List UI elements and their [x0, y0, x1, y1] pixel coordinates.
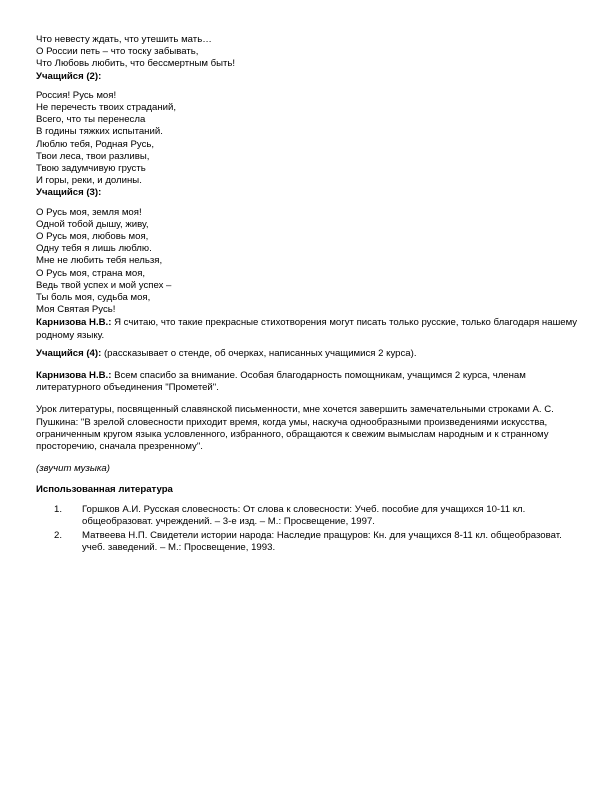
verse-line: Твою задумчивую грусть: [36, 163, 146, 175]
verse-line: Люблю тебя, Родная Русь,: [36, 138, 155, 150]
references-list: [36, 504, 584, 555]
remark-text: (рассказывает о стенде, об очерках, написанных учащимися 2 курса).: [101, 347, 417, 359]
verse-line: И горы, реки, и долины.: [36, 175, 142, 187]
verse-line: В годины тяжких испытаний.: [36, 126, 163, 138]
verse-line: Всего, что ты перенесла: [36, 114, 146, 126]
speaker-name: Учащийся (4):: [36, 347, 102, 359]
verse-line: Одной тобой дышу, живу,: [36, 218, 149, 230]
verse-line: Ты боль моя, судьба моя,: [36, 292, 151, 304]
speaker-name: Карнизова Н.В.:: [36, 317, 112, 329]
music-note: (звучит музыка): [36, 463, 110, 475]
karnizova-remark-1: [36, 317, 584, 341]
verse-line: Мне не любить тебя нельзя,: [36, 255, 163, 267]
verse-line: О Русь моя, страна моя,: [36, 267, 146, 279]
reference-item: [36, 504, 584, 528]
reference-item: [36, 530, 584, 554]
verse-line: О Русь моя, любовь моя,: [36, 231, 149, 243]
verse-line: Ведь твой успех и мой успех –: [36, 279, 172, 291]
remark-text: Я считаю, что такие прекрасные стихотворения могут писать только русские, только благодаря нашему родному языку.: [36, 317, 578, 341]
karnizova-remark-2: [36, 370, 584, 394]
verse-line: Что невесту ждать, что утешить мать…: [36, 34, 212, 45]
student-3-verse: [36, 207, 584, 317]
reference-number: 1.: [54, 503, 63, 515]
document-page: [36, 34, 584, 557]
verse-line: Одну тебя я лишь люблю.: [36, 243, 152, 255]
remark-text: Всем спасибо за внимание. Особая благодарность помощникам, учащимся 2 курса, членам литературного объединения "Прометей".: [36, 370, 526, 394]
reference-text: Матвеева Н.П. Свидетели истории народа: Наследие пращуров: Кн. для учащихся 8-11 кл. общеобразоват. учеб. заведений. – М.: Просвещение, 1993.: [82, 530, 562, 554]
student-2-verse: [36, 90, 584, 188]
references-title: Использованная литература: [36, 483, 173, 495]
intro-verse: [36, 34, 584, 71]
verse-line: О Русь моя, земля моя!: [36, 206, 142, 218]
speaker-name: Карнизова Н.В.:: [36, 370, 112, 382]
student-3-label: Учащийся (3):: [36, 187, 102, 199]
reference-text: Горшков А.И. Русская словесность: От слова к словесности: Учеб. пособие для учащихся 10-11 кл. общеобразоват. учреждений. – 3-е изд. – М.: Просвещение, 1997.: [82, 503, 526, 527]
verse-line: Твои леса, твои разливы,: [36, 150, 150, 162]
student-4-remark: [36, 348, 584, 360]
verse-line: Моя Святая Русь!: [36, 304, 116, 316]
student-2-label: Учащийся (2):: [36, 70, 102, 82]
closing-paragraph: Урок литературы, посвященный славянской письменности, мне хочется завершить замечательными строками А. С. Пушкина: "В зрелой словесности приходит время, когда умы, наскуча однообразными произведениями искусства, ограниченным кругом языка условленного, избранного, обращаются к свежим вымыслам народным и к странному просторечию, сначала презренному".: [36, 404, 554, 453]
reference-number: 2.: [54, 530, 63, 542]
verse-line: О России петь – что тоску забывать,: [36, 46, 199, 58]
verse-line: Что Любовь любить, что бессмертным быть!: [36, 58, 236, 70]
verse-line: Россия! Русь моя!: [36, 89, 117, 101]
verse-line: Не перечесть твоих страданий,: [36, 102, 177, 114]
